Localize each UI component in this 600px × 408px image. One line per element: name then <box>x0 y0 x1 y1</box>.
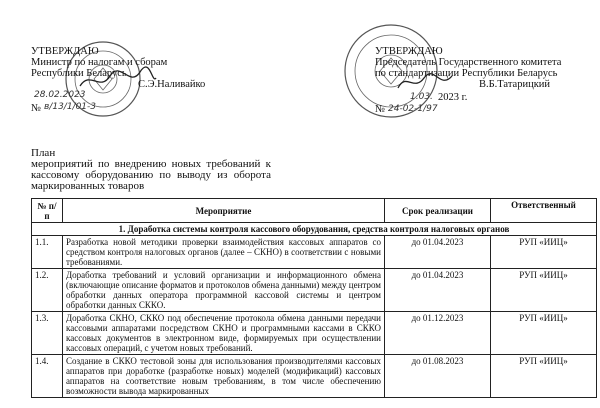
row-activity: Доработка требований и условий организации и информационного обмена (включающие описание форматов и протоколов обмена данными) между центром обработки данных оператора программной кассовой системы и центром обработки данных СККО. <box>63 269 385 312</box>
row-term: до 01.12.2023 <box>385 312 491 355</box>
right-approval-heading: УТВЕРЖДАЮ <box>375 46 443 57</box>
row-term: до 01.04.2023 <box>385 236 491 269</box>
left-approval-position-2: Республики Беларусь <box>31 68 127 79</box>
plan-table <box>31 198 597 398</box>
row-activity: Доработка СКНО, СККО под обеспечение протокола обмена данными передачи кассовыми аппаратами посредством СКНО и программными кассами в СККО кассовых документов в электронном виде, формируемых при осуществлении кассовых операций, с учетом новых требований. <box>63 312 385 355</box>
right-approval-number-prefix: № <box>375 104 386 115</box>
plan-title-line-2: мероприятий по внедрению новых требований к <box>31 158 271 170</box>
right-signature <box>396 70 456 94</box>
header-activity: Мероприятие <box>63 199 385 223</box>
header-responsible: Ответственный <box>491 199 597 223</box>
right-handwritten-date: 1.03. <box>410 92 433 102</box>
right-approval-signatory: В.Б.Татарицкий <box>479 79 551 90</box>
row-responsible: РУП «ИИЦ» <box>491 269 597 312</box>
left-handwritten-date: 28.02.2023 <box>34 90 86 100</box>
left-approval-heading: УТВЕРЖДАЮ <box>31 46 99 57</box>
table-row <box>32 269 597 312</box>
row-activity: Разработка новой методики проверки взаимодействия кассовых аппаратов со средством контроля налоговых органов (далее – СКНО) в соответствии с новыми требованиями. <box>63 236 385 269</box>
right-approval-date-suffix: 2023 г. <box>438 92 468 103</box>
right-handwritten-number: 24-02-1/97 <box>388 104 438 114</box>
right-approval-position-1: Председатель Государственного комитета <box>375 57 562 68</box>
left-approval-signatory: С.Э.Наливайко <box>138 79 206 90</box>
plan-title-line-3: кассовому оборудованию по выводу из оборота <box>31 169 271 181</box>
table-row <box>32 236 597 269</box>
left-handwritten-number: в/13/1/01-3 <box>44 102 97 112</box>
row-responsible: РУП «ИИЦ» <box>491 312 597 355</box>
left-approval-number-line: № <box>31 103 42 114</box>
row-responsible: РУП «ИИЦ» <box>491 236 597 269</box>
row-responsible: РУП «ИИЦ» <box>491 355 597 398</box>
row-num: 1.3. <box>32 312 63 355</box>
row-num: 1.1. <box>32 236 63 269</box>
row-num: 1.2. <box>32 269 63 312</box>
table-row <box>32 312 597 355</box>
row-num: 1.4. <box>32 355 63 398</box>
left-approval-position-1: Министр по налогам и сборам <box>31 57 168 68</box>
table-row <box>32 355 597 398</box>
row-term: до 01.04.2023 <box>385 269 491 312</box>
plan-title-line-1: План <box>31 147 56 159</box>
row-term: до 01.08.2023 <box>385 355 491 398</box>
row-activity: Создание в СККО тестовой зоны для использования производителями кассовых аппаратов при доработке (разработке новых) моделей (модификаций) кассовых аппаратов на соответствие новым требованиям, в том числе обеспечению возможности вывода маркированных <box>63 355 385 398</box>
right-approval-position-2: по стандартизации Республики Беларусь <box>375 68 558 79</box>
header-term: Срок реализации <box>385 199 491 223</box>
plan-title-line-4: маркированных товаров <box>31 180 145 192</box>
section-title: 1. Доработка системы контроля кассового оборудования, средства контроля налоговых органов <box>32 223 597 236</box>
header-num: № п/п <box>32 199 63 223</box>
